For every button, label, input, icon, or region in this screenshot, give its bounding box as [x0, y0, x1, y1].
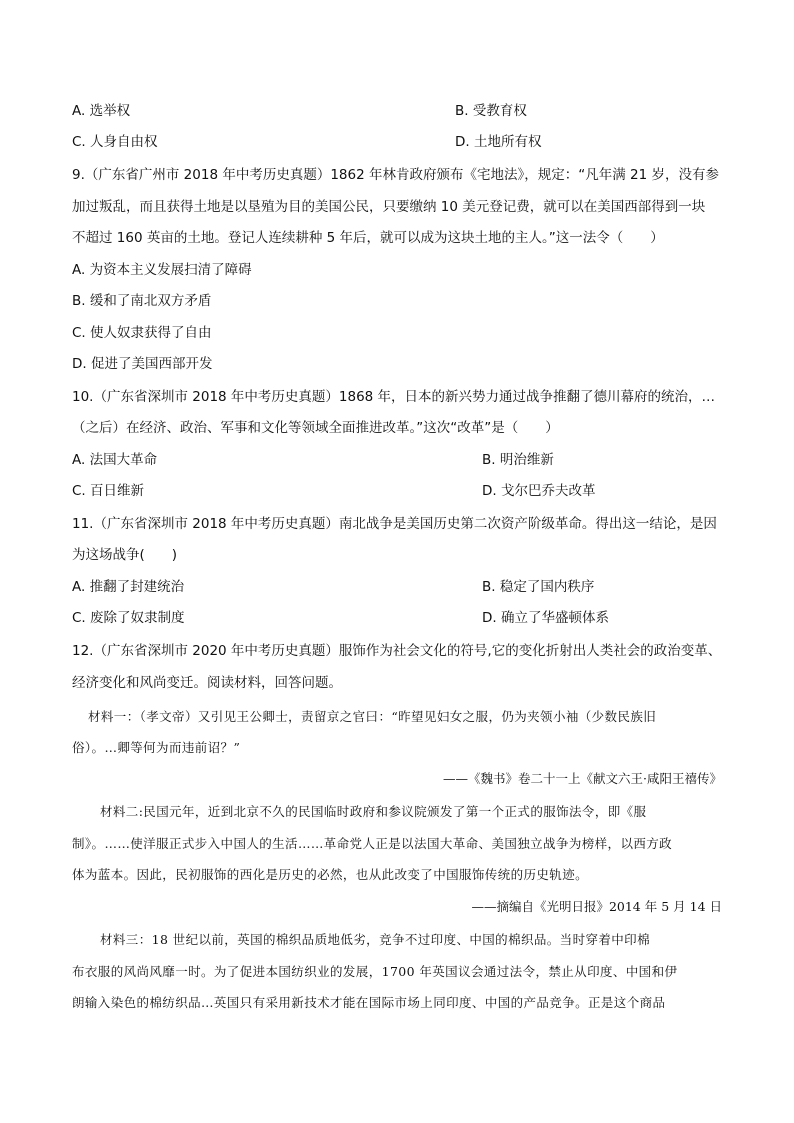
q9-option-b: B. 缓和了南北双方矛盾: [72, 293, 212, 309]
q10-stem-line-1: 10.（广东省深圳市 2018 年中考历史真题）1868 年，日本的新兴势力通过战争推翻了德川幕府的统治，…: [72, 389, 716, 405]
q8-option-d: D. 土地所有权: [455, 134, 542, 150]
q9-option-c: C. 使人奴隶获得了自由: [72, 325, 212, 341]
material3-line-1: 材料三：18 世纪以前，英国的棉织品质地低劣，竞争不过印度、中国的棉织品。当时穿着中印棉: [100, 932, 650, 947]
material2-line-3: 体为蓝本。因此，民初服饰的西化是历史的必然，也从此改变了中国服饰传统的历史轨迹。: [72, 867, 589, 882]
material2-line-1: 材料二:民国元年，近到北京不久的民国临时政府和参议院颁发了第一个正式的服饰法令，即《服: [100, 804, 647, 819]
q10-option-b: B. 明治维新: [482, 452, 554, 468]
q11-option-c: C. 废除了奴隶制度: [72, 610, 185, 626]
q11-option-b: B. 稳定了国内秩序: [482, 579, 595, 595]
q9-option-a: A. 为资本主义发展扫清了障碍: [72, 262, 252, 278]
material3-line-3: 朗输入染色的棉纺织品…英国只有采用新技术才能在国际市场上同印度、中国的产品竞争。正是这个商品: [72, 995, 666, 1010]
q10-option-d: D. 戈尔巴乔夫改革: [482, 483, 596, 499]
q12-stem-line-2: 经济变化和风尚变迁。阅读材料，回答问题。: [72, 675, 342, 691]
q11-option-a: A. 推翻了封建统治: [72, 579, 185, 595]
q9-stem-line-1: 9.（广东省广州市 2018 年中考历史真题）1862 年林肯政府颁布《宅地法》，规定：“凡年满 21 岁，没有参: [72, 167, 719, 183]
material1-line-2: 俗）。…卿等何为而违前诏？”: [72, 740, 241, 755]
q9-stem-line-2: 加过叛乱，而且获得土地是以垦殖为目的美国公民，只要缴纳 10 美元登记费，就可以在美国西部得到一块: [72, 199, 706, 215]
q11-stem-line-1: 11.（广东省深圳市 2018 年中考历史真题）南北战争是美国历史第二次资产阶级革命。得出这一结论，是因: [72, 516, 717, 532]
material1-line-1: 材料一：（孝文帝）又引见王公卿士，责留京之官曰：“昨望见妇女之服，仍为夹领小袖（少数民族旧: [88, 709, 657, 724]
q11-option-d: D. 确立了华盛顿体系: [482, 610, 609, 626]
q10-option-c: C. 百日维新: [72, 483, 145, 499]
q9-stem-line-3: 不超过 160 英亩的土地。登记人连续耕种 5 年后，就可以成为这块土地的主人。”这一法令（ ）: [72, 230, 664, 246]
q8-option-a: A. 选举权: [72, 103, 131, 119]
q8-option-b: B. 受教育权: [455, 103, 527, 119]
q10-stem-line-2: （之后）在经济、政治、军事和文化等领域全面推进改革。”这次“改革”是（ ）: [72, 420, 559, 436]
q9-option-d: D. 促进了美国西部开发: [72, 356, 213, 372]
material2-line-2: 制》。……使洋服正式步入中国人的生活……革命党人正是以法国大革命、美国独立战争为榜样，以西方政: [72, 836, 673, 851]
q12-stem-line-1: 12.（广东省深圳市 2020 年中考历史真题）服饰作为社会文化的符号,它的变化折射出人类社会的政治变革、: [72, 643, 722, 659]
q10-option-a: A. 法国大革命: [72, 452, 158, 468]
q8-option-c: C. 人身自由权: [72, 134, 158, 150]
q11-stem-line-2: 为这场战争( ): [72, 547, 178, 563]
material1-source: ——《魏书》卷二十一上《献文六王·咸阳王禧传》: [443, 771, 722, 786]
material2-source: ——摘编自《光明日报》2014 年 5 月 14 日: [471, 899, 722, 914]
material3-line-2: 布衣服的风尚风靡一时。为了促进本国纺织业的发展，1700 年英国议会通过法令，禁止从印度、中国和伊: [72, 964, 678, 979]
